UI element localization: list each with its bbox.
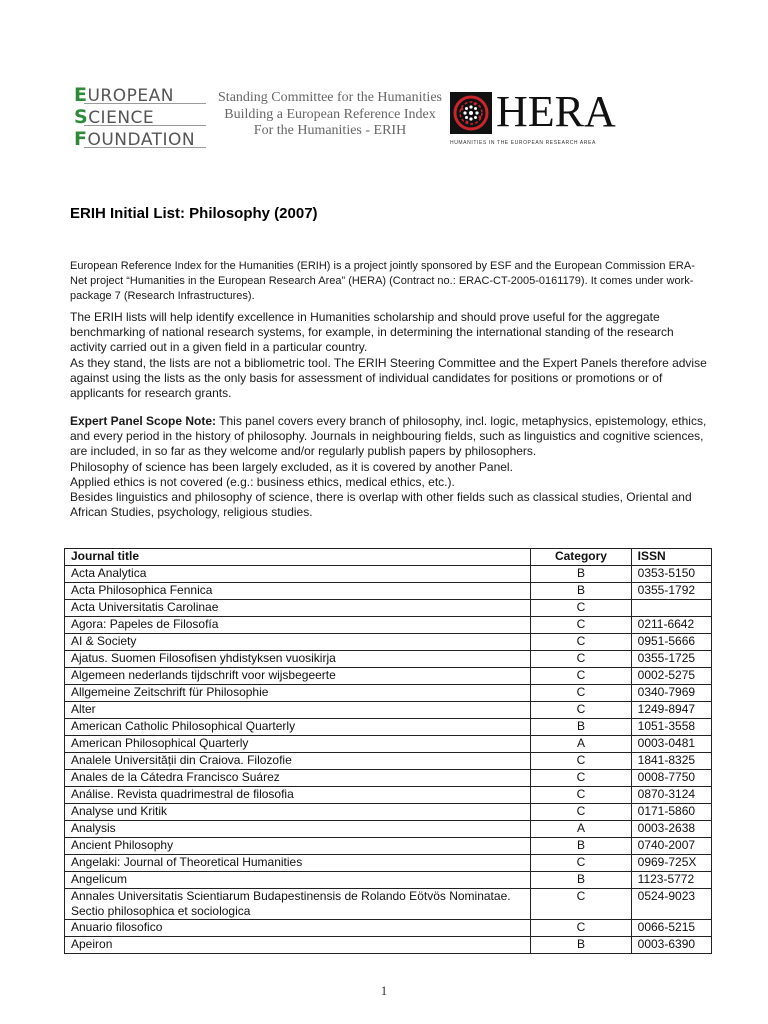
hera-tagline: HUMANITIES IN THE EUROPEAN RESEARCH AREA	[450, 140, 596, 146]
journal-title-cell: Allgemeine Zeitschrift für Philosophie	[65, 685, 531, 702]
issn-cell: 0003-0481	[631, 736, 711, 753]
table-row	[65, 634, 712, 651]
category-cell: C	[531, 634, 631, 651]
category-cell: A	[531, 736, 631, 753]
esf-logo-initial: S	[74, 106, 89, 128]
issn-cell: 0870-3124	[631, 787, 711, 804]
issn-cell: 0002-5275	[631, 668, 711, 685]
committee-line: Building a European Reference Index	[224, 106, 436, 122]
esf-logo-rule	[84, 125, 206, 126]
issn-cell: 0066-5215	[631, 920, 711, 937]
table-row	[65, 617, 712, 634]
journal-title-cell: Annales Universitatis Scientiarum Budapestinensis de Rolando Eötvös Nominatae. Sectio philosophica et sociologica	[65, 889, 531, 920]
table-row	[65, 651, 712, 668]
table-row	[65, 753, 712, 770]
category-cell: B	[531, 872, 631, 889]
table-row	[65, 668, 712, 685]
esf-logo-line	[74, 106, 204, 128]
esf-logo-word: UROPEAN	[87, 86, 174, 106]
table-header-row	[65, 549, 712, 566]
purpose-text: As they stand, the lists are not a bibliometric tool. The ERIH Steering Committee and the Expert Panels therefore advise against using the lists as the only basis for assessment of individual candidates for positions or promotions or of applicants for research grants.	[70, 355, 707, 401]
esf-logo-rule	[84, 103, 206, 104]
scope-note-line: Besides linguistics and philosophy of science, there is overlap with other fields such as classical studies, Oriental and African Studies, psychology, religious studies.	[70, 490, 692, 520]
column-header-issn: ISSN	[631, 549, 711, 566]
journal-title-cell: Acta Philosophica Fennica	[65, 583, 531, 600]
category-cell: C	[531, 685, 631, 702]
category-cell: C	[531, 804, 631, 821]
journal-title-cell: Analele Universității din Craiova. Filozofie	[65, 753, 531, 770]
category-cell: C	[531, 600, 631, 617]
journal-title-cell: Análise. Revista quadrimestral de filosofia	[65, 787, 531, 804]
issn-cell: 0355-1792	[631, 583, 711, 600]
table-row	[65, 920, 712, 937]
issn-cell: 1249-8947	[631, 702, 711, 719]
category-cell: C	[531, 889, 631, 920]
table-row	[65, 736, 712, 753]
issn-cell: 0008-7750	[631, 770, 711, 787]
esf-logo-word: OUNDATION	[87, 130, 196, 150]
category-cell: C	[531, 787, 631, 804]
committee-line: For the Humanities - ERIH	[253, 123, 407, 138]
journal-table	[64, 548, 712, 954]
issn-cell: 0353-5150	[631, 566, 711, 583]
table-row	[65, 566, 712, 583]
document-title: ERIH Initial List: Philosophy (2007)	[70, 205, 318, 222]
issn-cell: 1051-3558	[631, 719, 711, 736]
esf-logo	[74, 84, 204, 150]
table-row	[65, 821, 712, 838]
category-cell: C	[531, 855, 631, 872]
table-row	[65, 872, 712, 889]
issn-cell: 0211-6642	[631, 617, 711, 634]
journal-table-body	[65, 566, 712, 954]
journal-title-cell: Ajatus. Suomen Filosofisen yhdistyksen vuosikirja	[65, 651, 531, 668]
journal-title-cell: Anales de la Cátedra Francisco Suárez	[65, 770, 531, 787]
esf-logo-line	[74, 84, 204, 106]
column-header-category: Category	[531, 549, 631, 566]
journal-title-cell: Ancient Philosophy	[65, 838, 531, 855]
scope-note-first	[70, 414, 710, 460]
esf-logo-initial: F	[74, 128, 88, 150]
category-cell: C	[531, 651, 631, 668]
journal-title-cell: AI & Society	[65, 634, 531, 651]
scope-note-label: Expert Panel Scope Note:	[70, 414, 217, 428]
issn-cell: 0003-6390	[631, 937, 711, 954]
purpose-text: The ERIH lists will help identify excellence in Humanities scholarship and should prove useful for the aggregate benchmarking of national research systems, for example, in determining the international standing of the research activity carried out in a given field in a particular country.	[70, 310, 674, 355]
esf-logo-word: CIENCE	[88, 108, 155, 128]
category-cell: B	[531, 937, 631, 954]
table-row	[65, 770, 712, 787]
scope-note-line: Philosophy of science has been largely excluded, as it is covered by another Panel.	[70, 459, 513, 474]
table-row	[65, 583, 712, 600]
category-cell: C	[531, 668, 631, 685]
esf-logo-rule	[84, 147, 206, 148]
issn-cell	[631, 600, 711, 617]
category-cell: B	[531, 583, 631, 600]
category-cell: B	[531, 719, 631, 736]
scope-note	[70, 414, 710, 520]
journal-title-cell: Acta Universitatis Carolinae	[65, 600, 531, 617]
intro-paragraph: European Reference Index for the Humanities (ERIH) is a project jointly sponsored by ESF and the European Commission ERA-Net project “Humanities in the European Research Area” (HERA) (Contract no.: ERAC-CT-2005-0161179). It comes under work-package 7 (Research Infrastructures).	[70, 260, 695, 303]
journal-title-cell: Angelaki: Journal of Theoretical Humanities	[65, 855, 531, 872]
table-row	[65, 719, 712, 736]
issn-cell: 0740-2007	[631, 838, 711, 855]
category-cell: C	[531, 770, 631, 787]
scope-note-line: Applied ethics is not covered (e.g.: business ethics, medical ethics, etc.).	[70, 474, 455, 489]
category-cell: B	[531, 566, 631, 583]
journal-title-cell: Acta Analytica	[65, 566, 531, 583]
issn-cell: 0171-5860	[631, 804, 711, 821]
journal-title-cell: Alter	[65, 702, 531, 719]
table-row	[65, 787, 712, 804]
hera-wordmark: HERA	[496, 87, 616, 136]
esf-logo-initial: E	[74, 84, 88, 106]
table-row	[65, 889, 712, 920]
table-row	[65, 600, 712, 617]
hera-logo	[450, 87, 616, 152]
column-header-title: Journal title	[65, 549, 531, 566]
category-cell: C	[531, 702, 631, 719]
table-row	[65, 855, 712, 872]
issn-cell: 0969-725X	[631, 855, 711, 872]
page-header	[74, 80, 694, 160]
category-cell: C	[531, 617, 631, 634]
journal-title-cell: Agora: Papeles de Filosofía	[65, 617, 531, 634]
journal-title-cell: Algemeen nederlands tijdschrift voor wijsbegeerte	[65, 668, 531, 685]
journal-title-cell: American Philosophical Quarterly	[65, 736, 531, 753]
issn-cell: 0340-7969	[631, 685, 711, 702]
table-row	[65, 702, 712, 719]
category-cell: B	[531, 838, 631, 855]
page-number: 1	[380, 983, 388, 998]
category-cell: C	[531, 753, 631, 770]
journal-title-cell: Analyse und Kritik	[65, 804, 531, 821]
issn-cell: 0003-2638	[631, 821, 711, 838]
table-row	[65, 804, 712, 821]
issn-cell: 0524-9023	[631, 889, 711, 920]
category-cell: A	[531, 821, 631, 838]
hera-emblem-icon	[450, 92, 492, 134]
issn-cell: 0355-1725	[631, 651, 711, 668]
issn-cell: 1123-5772	[631, 872, 711, 889]
esf-logo-line	[74, 128, 204, 150]
scope-note-text: This panel covers every branch of philosophy, incl. logic, metaphysics, epistemology, ethics, and every period in the history of philosophy. Journals in neighbouring fields, such as linguistics and cognitive sciences, are included, in so far as they welcome and/or regularly publish papers by philosophers.	[70, 414, 707, 459]
table-row	[65, 937, 712, 954]
purpose-paragraph	[70, 310, 710, 401]
committee-heading	[212, 90, 448, 140]
journal-title-cell: American Catholic Philosophical Quarterly	[65, 719, 531, 736]
category-cell: C	[531, 920, 631, 937]
issn-cell: 0951-5666	[631, 634, 711, 651]
issn-cell: 1841-8325	[631, 753, 711, 770]
journal-title-cell: Angelicum	[65, 872, 531, 889]
table-row	[65, 838, 712, 855]
journal-title-cell: Apeiron	[65, 937, 531, 954]
journal-title-cell: Anuario filosofico	[65, 920, 531, 937]
table-row	[65, 685, 712, 702]
committee-line: Standing Committee for the Humanities	[218, 90, 442, 105]
journal-title-cell: Analysis	[65, 821, 531, 838]
